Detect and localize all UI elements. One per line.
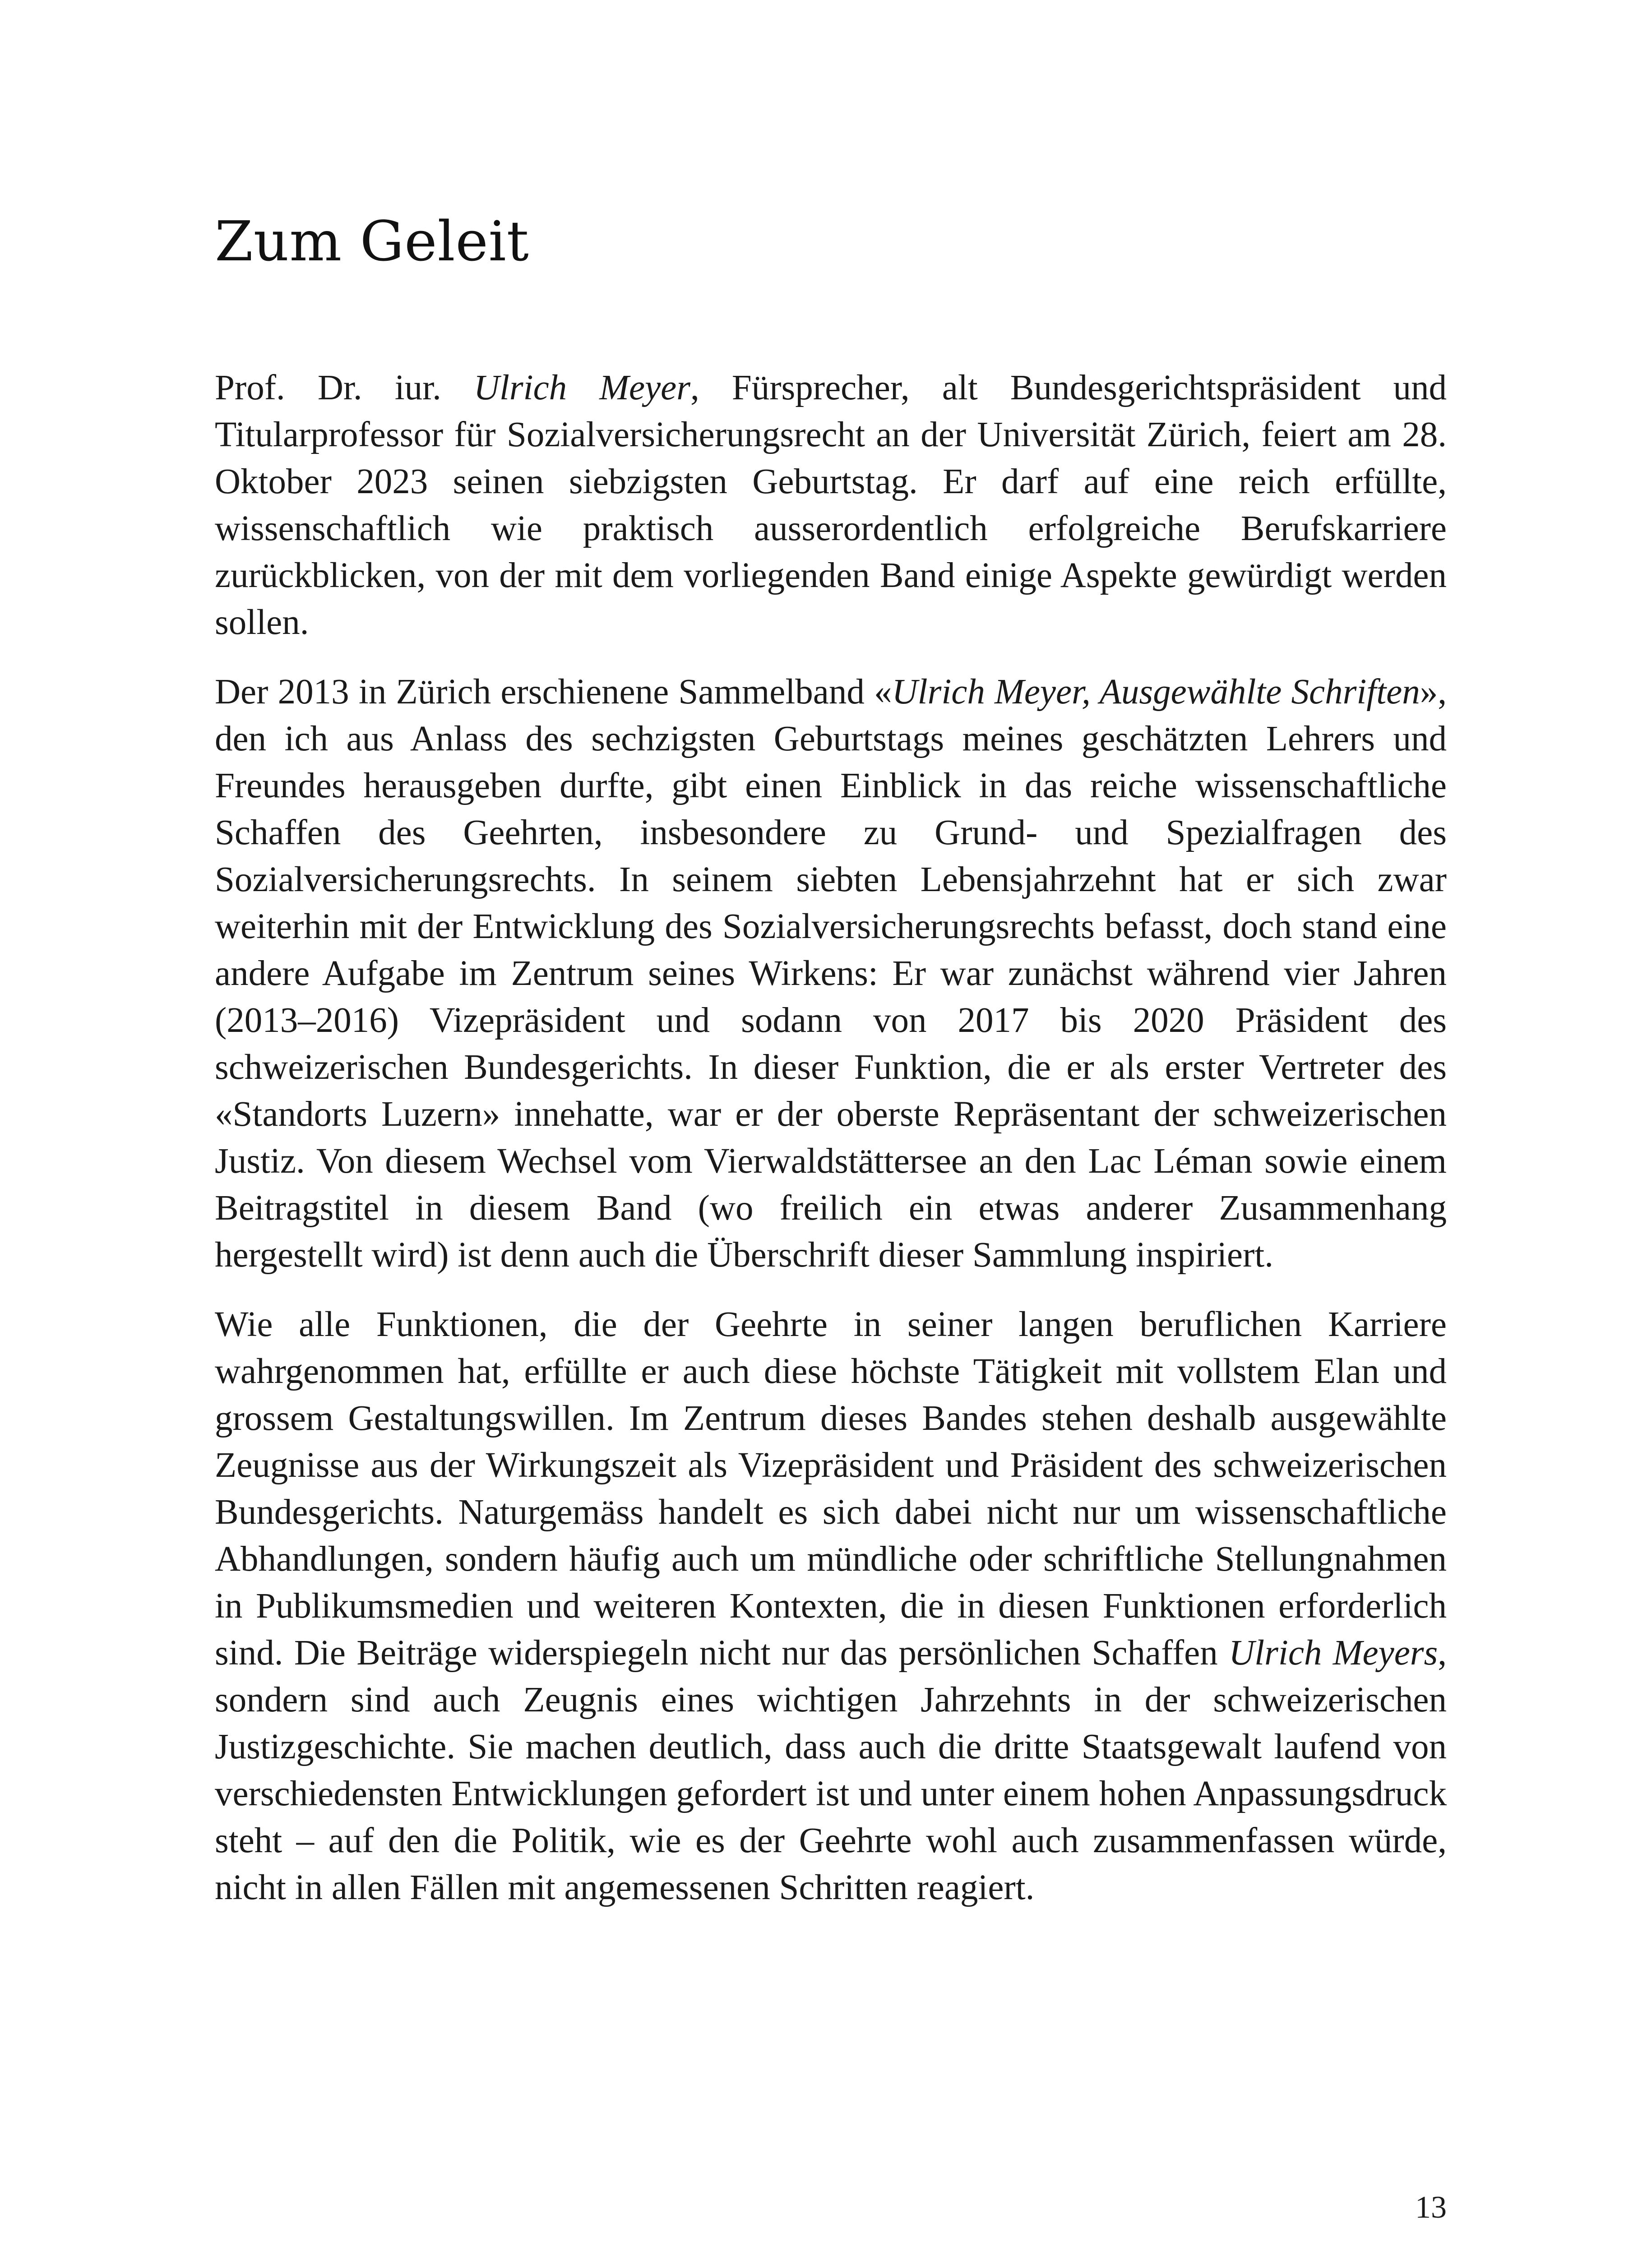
paragraph-3-name-italic: Ulrich Meyers — [1229, 1633, 1438, 1673]
paragraph-2-text-a: Der 2013 in Zürich erschienene Sammelband « — [215, 672, 892, 712]
page-number: 13 — [1415, 2190, 1447, 2225]
paragraph-3-text-a: Wie alle Funktionen, die der Geehrte in seiner langen beruflichen Karriere wahrgenommen hat, erfüllte er auch diese höchste Tätigkeit mit vollstem Elan und grossem Gestaltungswillen. Im Zentrum dieses Bandes stehen deshalb ausgewählte Zeugnisse aus der Wirkungszeit als Vizepräsident und Präsident des schweizerischen Bundesgerichts. Naturgemäss handelt es sich dabei nicht nur um wissenschaftliche Abhandlungen, sondern häufig auch um mündliche oder schriftliche Stellungnahmen in Publikumsmedien und weiteren Kontexten, die in diesen Funktionen erforderlich sind. Die Beiträge widerspiegeln nicht nur das persönlichen Schaffen — [215, 1305, 1447, 1673]
paragraph-1-text-b: , Fürsprecher, alt Bundesgerichtspräsident und Titularprofessor für Sozialversicherungsrecht an der Universität Zürich, feiert am 28. Oktober 2023 seinen siebzigsten Geburtstag. Er darf auf eine reich erfüllte, wissenschaftlich wie praktisch ausserordentlich erfolgreiche Berufskarriere zurückblicken, von der mit dem vorliegenden Band einige Aspekte gewürdigt werden sollen. — [215, 368, 1447, 642]
paragraph-2-title-italic: Ulrich Meyer, Ausgewählte Schriften — [892, 672, 1420, 712]
paragraph-3 — [215, 1301, 1447, 1911]
chapter-heading: Zum Geleit — [215, 209, 529, 273]
paragraph-2 — [215, 669, 1447, 1279]
paragraph-1-text-a: Prof. Dr. iur. — [215, 368, 474, 407]
paragraph-2-text-b: », den ich aus Anlass des sechzigsten Geburtstags meines geschätzten Lehrers und Freundes herausgeben durfte, gibt einen Einblick in das reiche wissenschaftliche Schaffen des Geehrten, insbesondere zu Grund- und Spezialfragen des Sozialversicherungsrechts. In seinem siebten Lebensjahrzehnt hat er sich zwar weiterhin mit der Entwicklung des Sozialversicherungsrechts befasst, doch stand eine andere Aufgabe im Zentrum seines Wirkens: Er war zunächst während vier Jahren (2013–2016) Vizepräsident und sodann von 2017 bis 2020 Präsident des schweizerischen Bundesgerichts. In dieser Funktion, die er als erster Vertreter des «Standorts Luzern» innehatte, war er der oberste Repräsentant der schweizerischen Justiz. Von diesem Wechsel vom Vierwaldstättersee an den Lac Léman sowie einem Beitragstitel in diesem Band (wo freilich ein etwas anderer Zusammenhang hergestellt wird) ist denn auch die Überschrift dieser Sammlung inspiriert. — [215, 672, 1447, 1275]
paragraph-1 — [215, 365, 1447, 646]
paragraph-1-name-italic: Ulrich Meyer — [473, 368, 690, 407]
body-text — [215, 365, 1447, 1934]
paragraph-3-text-b: , sondern sind auch Zeugnis eines wichtigen Jahrzehnts in der schweizerischen Justizgeschichte. Sie machen deutlich, dass auch die dritte Staatsgewalt laufend von verschiedensten Entwicklungen gefordert ist und unter einem hohen Anpassungsdruck steht – auf den die Politik, wie es der Geehrte wohl auch zusammenfassen würde, nicht in allen Fällen mit angemessenen Schritten reagiert. — [215, 1633, 1447, 1907]
